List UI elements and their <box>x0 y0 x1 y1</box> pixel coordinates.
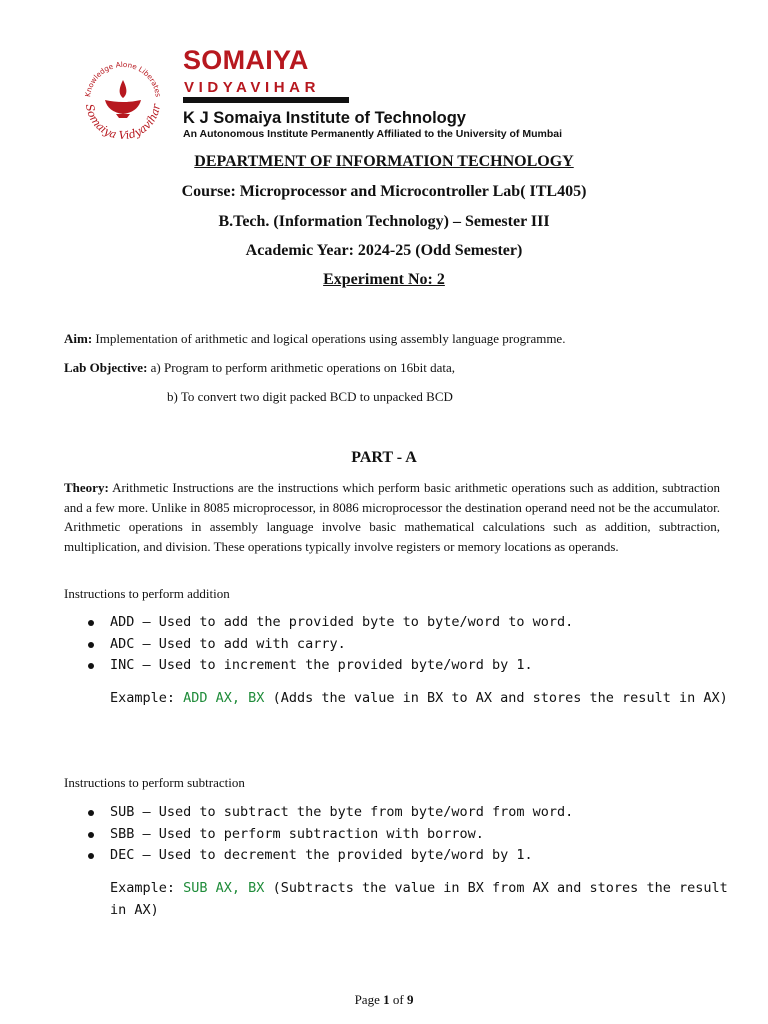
aim-label: Aim: <box>64 331 93 346</box>
example-prefix: Example: <box>110 690 184 706</box>
list-item <box>88 802 573 824</box>
list-item-text: ADD – Used to add the provided byte to byte/word to word. <box>110 614 574 630</box>
brand-name: SOMAIYA <box>183 45 309 75</box>
course-title: Course: Microprocessor and Microcontroller Lab( ITL405) <box>181 183 587 200</box>
list-item <box>88 845 573 867</box>
program-title: B.Tech. (Information Technology) – Semester III <box>218 213 550 230</box>
somaiya-seal-logo <box>78 50 168 142</box>
page-total: 9 <box>406 992 414 1007</box>
theory-label: Theory: <box>64 480 109 495</box>
svg-text:Knowledge Alone Liberates: Knowledge Alone Liberates <box>83 59 163 98</box>
page-current: 1 <box>383 992 390 1007</box>
example-description: (Adds the value in BX to AX and stores the result in AX) <box>264 690 728 706</box>
subtraction-example <box>110 878 730 921</box>
theory-paragraph <box>64 478 720 556</box>
objective-label: Lab Objective: <box>64 360 148 375</box>
list-item-text: SUB – Used to subtract the byte from byte/word from word. <box>110 804 574 820</box>
page-number <box>0 992 768 1008</box>
list-item-text: DEC – Used to decrement the provided byte/word by 1. <box>110 847 533 863</box>
svg-text:Somaiya Vidyavihar: Somaiya Vidyavihar <box>82 102 163 142</box>
institute-name: K J Somaiya Institute of Technology <box>183 109 466 127</box>
brand-divider <box>183 97 349 103</box>
subtraction-heading: Instructions to perform subtraction <box>64 775 245 790</box>
aim-text: Implementation of arithmetic and logical operations using assembly language programme. <box>92 331 566 346</box>
list-item-text: SBB – Used to perform subtraction with borrow. <box>110 825 484 842</box>
example-code: SUB AX, BX <box>183 880 265 896</box>
list-item <box>88 824 573 846</box>
objective-a-text: a) Program to perform arithmetic operations on 16bit data, <box>147 360 455 375</box>
objective-line-b: b) To convert two digit packed BCD to unpacked BCD <box>167 389 453 404</box>
list-item-text: ADC – Used to add with carry. <box>110 635 346 652</box>
bullet-icon <box>88 642 94 648</box>
addition-example <box>110 688 730 710</box>
example-prefix: Example: <box>110 880 184 896</box>
objective-line-a <box>64 358 720 378</box>
bullet-icon <box>88 853 94 859</box>
list-item <box>88 655 573 677</box>
subtraction-list <box>88 802 573 867</box>
brand-subtitle: VIDYAVIHAR <box>184 79 321 96</box>
experiment-number: Experiment No: 2 <box>323 271 445 288</box>
bullet-icon <box>88 832 94 838</box>
addition-heading: Instructions to perform addition <box>64 586 230 601</box>
page-prefix: Page <box>354 992 384 1007</box>
example-code: ADD AX, BX <box>183 690 265 706</box>
list-item-text: INC – Used to increment the provided byte/word by 1. <box>110 657 533 673</box>
page-of: of <box>389 992 407 1007</box>
bullet-icon <box>88 663 94 669</box>
example-description: (Subtracts the value in BX from AX and stores the result in AX) <box>110 880 728 918</box>
aim-paragraph <box>64 329 720 349</box>
bullet-icon <box>88 620 94 626</box>
department-title: DEPARTMENT OF INFORMATION TECHNOLOGY <box>194 153 574 170</box>
bullet-icon <box>88 810 94 816</box>
institute-tagline: An Autonomous Institute Permanently Affiliated to the University of Mumbai <box>183 128 562 140</box>
part-a-title: PART - A <box>351 449 417 466</box>
theory-text: Arithmetic Instructions are the instructions which perform basic arithmetic operations such as addition, subtraction and a few more. Unlike in 8085 microprocessor, in 8086 microprocessor the destination operand need not be the accumulator. Arithmetic operations in assembly language involve basic mathematical calculations such as addition, subtraction, multiplication, and division. These operations typically involve registers or memory locations as operands. <box>64 480 720 554</box>
academic-year: Academic Year: 2024-25 (Odd Semester) <box>245 242 523 259</box>
list-item <box>88 612 573 634</box>
addition-list <box>88 612 573 677</box>
list-item <box>88 634 573 656</box>
